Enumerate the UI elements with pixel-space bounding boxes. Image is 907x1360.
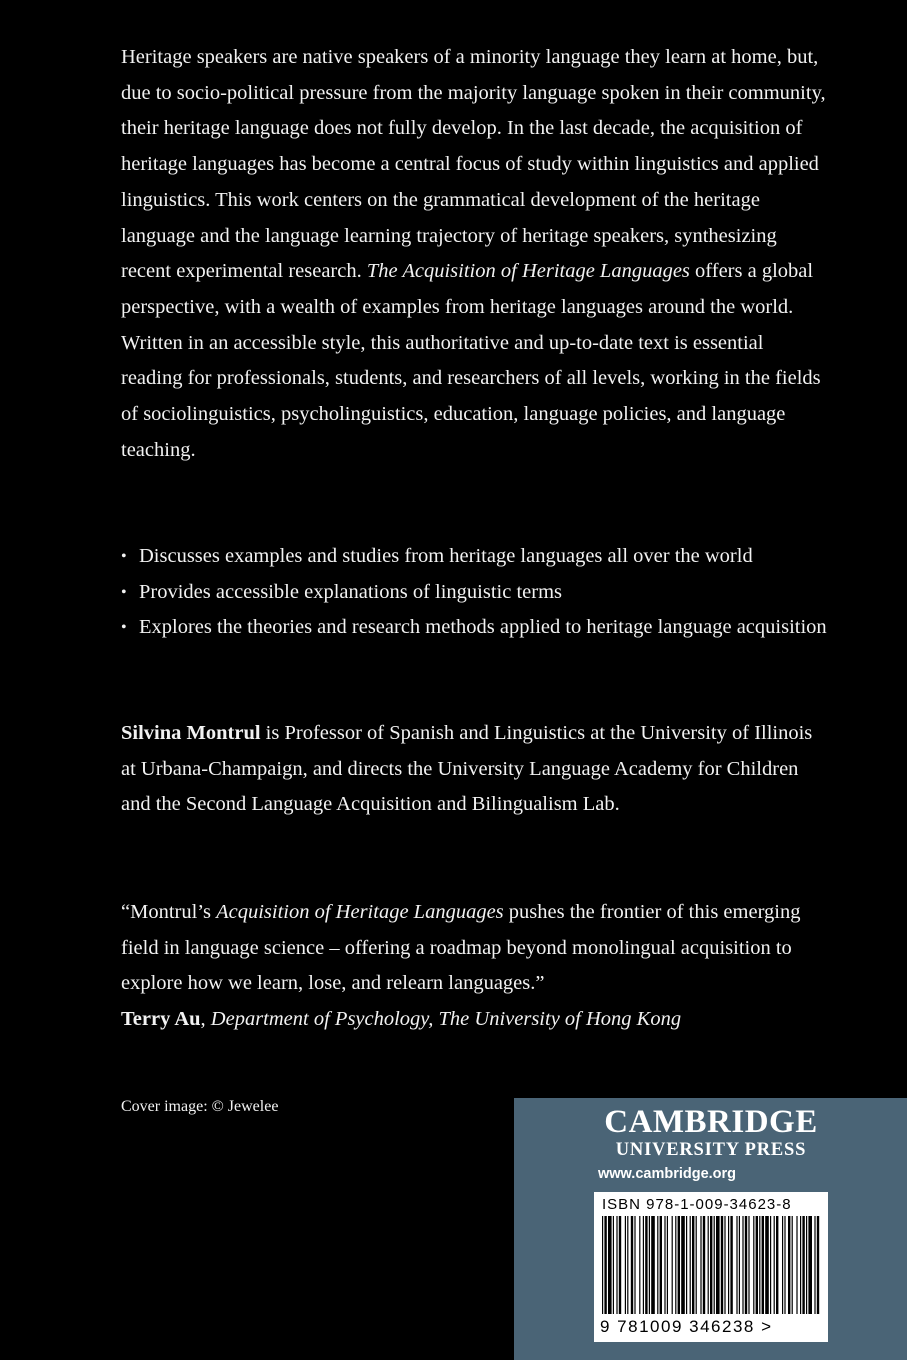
barcode-bar xyxy=(748,1216,749,1314)
barcode-bar xyxy=(613,1216,614,1314)
barcode-bar xyxy=(619,1216,621,1314)
barcode-bar xyxy=(765,1216,769,1314)
barcode-bar xyxy=(802,1216,804,1314)
barcode-bar xyxy=(692,1216,694,1314)
barcode-bar xyxy=(672,1216,673,1314)
feature-item: • Explores the theories and research methods applied to heritage language acquisition xyxy=(121,610,827,646)
barcode-bar xyxy=(728,1216,729,1314)
barcode-bar xyxy=(721,1216,723,1314)
barcode-bar xyxy=(742,1216,743,1314)
barcode-bar xyxy=(762,1216,764,1314)
barcode-bar xyxy=(602,1216,603,1314)
quote-rest: pushes the frontier of this emerging field in language science – offering a roadmap beyond monolingual acquisition to explore how we learn, lose, and relearn languages.” xyxy=(121,901,801,995)
barcode-bar xyxy=(664,1216,665,1314)
barcode-bar xyxy=(774,1216,775,1314)
feature-item: • Provides accessible explanations of linguistic terms xyxy=(121,575,827,611)
barcode-bar xyxy=(696,1216,697,1314)
attribution-affiliation: Department of Psychology, The University of Hong Kong xyxy=(210,1008,682,1031)
barcode-bar xyxy=(608,1216,612,1314)
quote-text xyxy=(121,895,827,1002)
publisher-subtitle: UNIVERSITY PRESS xyxy=(615,1140,807,1160)
barcode-bar xyxy=(784,1216,785,1314)
barcode-bar xyxy=(814,1216,815,1314)
barcode-digits: 9 781009 346238 > xyxy=(600,1317,773,1336)
description-blurb xyxy=(121,40,827,468)
barcode-bar xyxy=(639,1216,640,1314)
barcode-icon xyxy=(600,1216,822,1316)
barcode-bar xyxy=(756,1216,758,1314)
author-paragraph xyxy=(121,716,827,823)
barcode-bar xyxy=(753,1216,754,1314)
barcode-bar xyxy=(710,1216,712,1314)
cover-image-credit: Cover image: © Jewelee xyxy=(121,1098,279,1115)
description-part-2: offers a global perspective, with a wealth of examples from heritage languages around the world. Written in an accessible style, this authoritative and up-to-date text is essential reading for professionals, students, and researchers of all levels, working in the fields of sociolinguistics, psycholinguistics, education, language policies, and language teaching. xyxy=(121,260,821,461)
quote-open: “Montrul’s xyxy=(121,901,217,923)
barcode-bar xyxy=(770,1216,771,1314)
barcode-bar xyxy=(625,1216,626,1314)
feature-list xyxy=(121,539,827,646)
barcode-bar xyxy=(806,1216,807,1314)
barcode-bar xyxy=(700,1216,701,1314)
barcode-bar xyxy=(660,1216,662,1314)
feature-item: • Discusses examples and studies from heritage languages all over the world xyxy=(121,539,827,575)
book-title-italic: The Acquisition of Heritage Languages xyxy=(366,260,690,283)
barcode-bar xyxy=(714,1216,715,1314)
barcode-bar xyxy=(745,1216,747,1314)
description-paragraph xyxy=(121,40,827,468)
barcode-bar xyxy=(690,1216,691,1314)
barcode-bar xyxy=(675,1216,676,1314)
barcode-bar xyxy=(634,1216,635,1314)
quote-attribution xyxy=(121,1002,827,1038)
barcode-bar xyxy=(651,1216,655,1314)
barcode-bar xyxy=(792,1216,793,1314)
barcode-bar xyxy=(724,1216,725,1314)
barcode-bar xyxy=(667,1216,668,1314)
publisher-name: CAMBRIDGE xyxy=(604,1104,818,1140)
barcode-bar xyxy=(796,1216,797,1314)
barcode-bar xyxy=(681,1216,685,1314)
barcode-bar xyxy=(736,1216,737,1314)
barcode-bar xyxy=(686,1216,687,1314)
publisher-panel xyxy=(514,1098,907,1360)
author-name: Silvina Montrul xyxy=(121,722,261,744)
barcode-bar xyxy=(616,1216,617,1314)
barcode-bar xyxy=(716,1216,720,1314)
barcode-bar xyxy=(788,1216,790,1314)
isbn-label: ISBN 978-1-009-34623-8 xyxy=(602,1196,792,1213)
barcode-bar xyxy=(649,1216,650,1314)
barcode-bar xyxy=(739,1216,740,1314)
barcode-bar xyxy=(708,1216,709,1314)
endorsement-quote xyxy=(121,895,827,1038)
barcode-bar xyxy=(657,1216,658,1314)
barcode-box xyxy=(594,1192,828,1342)
barcode-bar xyxy=(800,1216,801,1314)
barcode-bar xyxy=(730,1216,732,1314)
barcode-bar xyxy=(759,1216,760,1314)
author-bio xyxy=(121,716,827,823)
barcode-bar xyxy=(604,1216,606,1314)
barcode-bar xyxy=(631,1216,633,1314)
barcode-bar xyxy=(776,1216,778,1314)
barcode-bar xyxy=(645,1216,647,1314)
author-bio-text: is Professor of Spanish and Linguistics at the University of Illinois at Urbana-Champaign, and directs the University Language Academy for Children and the Second Language Acquisition and Bilingualism Lab. xyxy=(121,722,813,816)
barcode-bar xyxy=(808,1216,812,1314)
barcode-bar xyxy=(703,1216,705,1314)
barcode-bar xyxy=(782,1216,783,1314)
attribution-name: Terry Au xyxy=(121,1008,201,1031)
barcode-bar xyxy=(643,1216,644,1314)
barcode-bar xyxy=(817,1216,819,1314)
publisher-url: www.cambridge.org xyxy=(598,1166,737,1182)
barcode-bar xyxy=(627,1216,628,1314)
barcode-bar xyxy=(678,1216,680,1314)
quote-title-italic: Acquisition of Heritage Languages xyxy=(216,901,504,923)
attribution-separator: , xyxy=(200,1008,211,1031)
description-part-1: Heritage speakers are native speakers of a minority language they learn at home, but, due to socio-political pressure from the majority language spoken in their community, their heritage language does not fully develop. In the last decade, the acquisition of heritage languages has become a central focus of study within linguistics and applied linguistics. This work centers on the grammatical development of the heritage language and the language learning trajectory of heritage speakers, synthesizing recent experimental research. xyxy=(121,46,826,283)
